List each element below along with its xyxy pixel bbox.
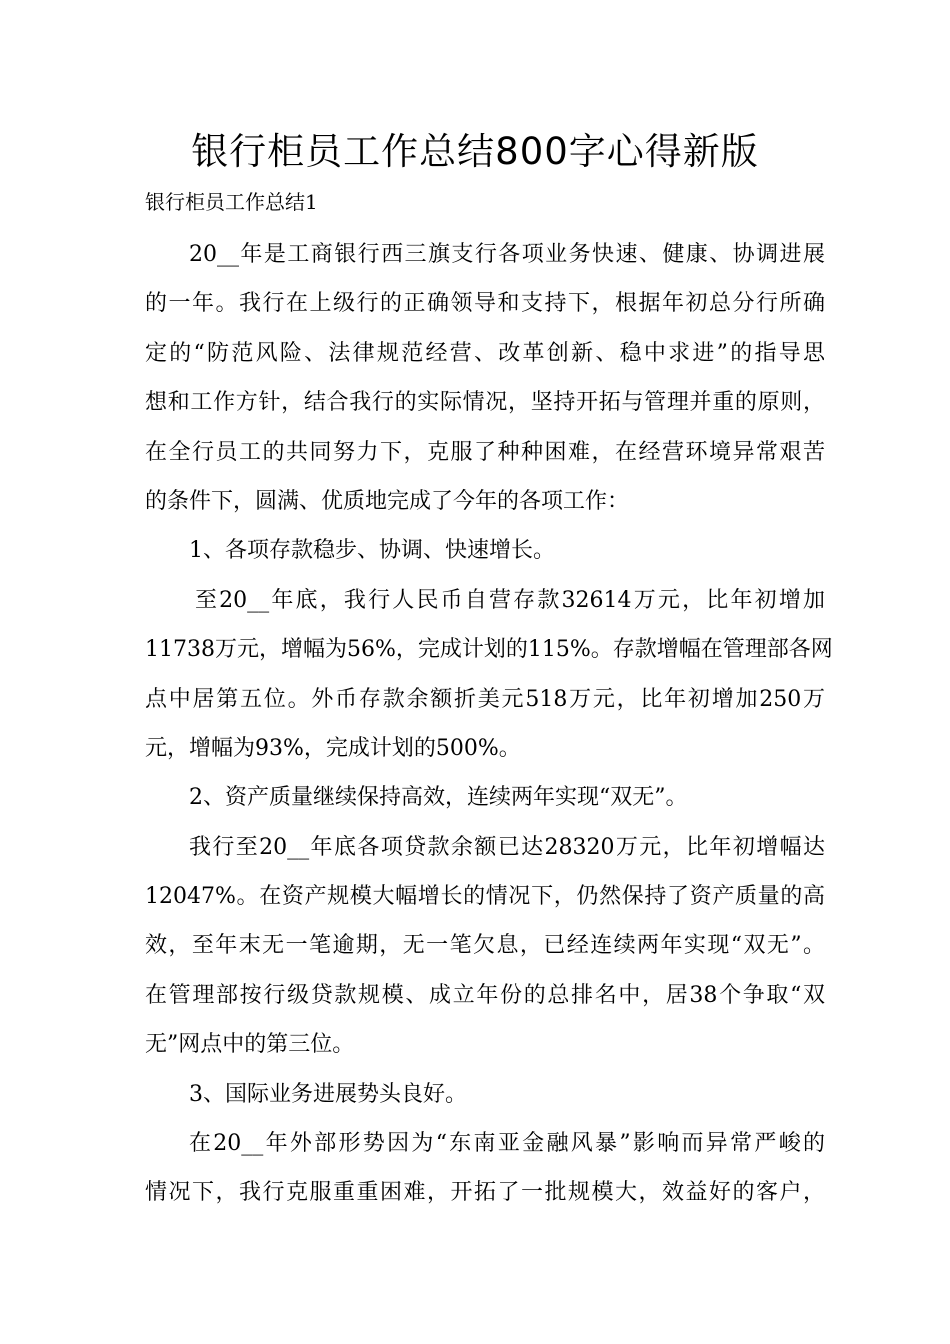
- paragraph-line: 我行至20__年底各项贷款余额已达28320万元，比年初增幅达: [189, 834, 825, 860]
- paragraph-line: 元，增幅为93%，完成计划的500%。: [145, 735, 521, 761]
- list-heading: 3、国际业务进展势头良好。: [189, 1081, 467, 1107]
- list-heading: 2、资产质量继续保持高效，连续两年实现“双无”。: [189, 785, 688, 811]
- paragraph-line: 效，至年末无一笔逾期，无一笔欠息，已经连续两年实现“双无”。: [145, 933, 825, 959]
- paragraph-line: 定的“防范风险、法律规范经营、改革创新、稳中求进”的指导思: [145, 340, 825, 366]
- paragraph-line: 的条件下，圆满、优质地完成了今年的各项工作：: [145, 488, 630, 514]
- paragraph-line: 在20__年外部形势因为“东南亚金融风暴”影响而异常严峻的: [189, 1131, 825, 1157]
- paragraph-line: 在全行员工的共同努力下，克服了种种困难，在经营环境异常艰苦: [145, 439, 825, 465]
- paragraph-line: 想和工作方针，结合我行的实际情况，坚持开拓与管理并重的原则，: [145, 390, 825, 416]
- section-heading: 银行柜员工作总结1: [145, 190, 318, 214]
- paragraph-line: 情况下，我行克服重重困难，开拓了一批规模大，效益好的客户，: [145, 1180, 825, 1206]
- paragraph-line: 无”网点中的第三位。: [145, 1032, 355, 1058]
- paragraph-line: 20__年是工商银行西三旗支行各项业务快速、健康、协调进展: [189, 242, 825, 267]
- document-title: 银行柜员工作总结800字心得新版: [191, 130, 759, 173]
- paragraph-line: 点中居第五位。外币存款余额折美元518万元，比年初增加250万: [145, 686, 825, 712]
- paragraph-line: 的一年。我行在上级行的正确领导和支持下，根据年初总分行所确: [145, 291, 825, 317]
- list-heading: 1、各项存款稳步、协调、快速增长。: [189, 538, 555, 564]
- paragraph-line: 至20__年底，我行人民币自营存款32614万元，比年初增加: [195, 587, 825, 613]
- paragraph-line: 在管理部按行级贷款规模、成立年份的总排名中，居38个争取“双: [145, 982, 825, 1008]
- paragraph-line: 12047%。在资产规模大幅增长的情况下，仍然保持了资产质量的高: [145, 884, 825, 910]
- paragraph-line: 11738万元，增幅为56%，完成计划的115%。存款增幅在管理部各网: [145, 637, 833, 663]
- document-body: [145, 230, 833, 1218]
